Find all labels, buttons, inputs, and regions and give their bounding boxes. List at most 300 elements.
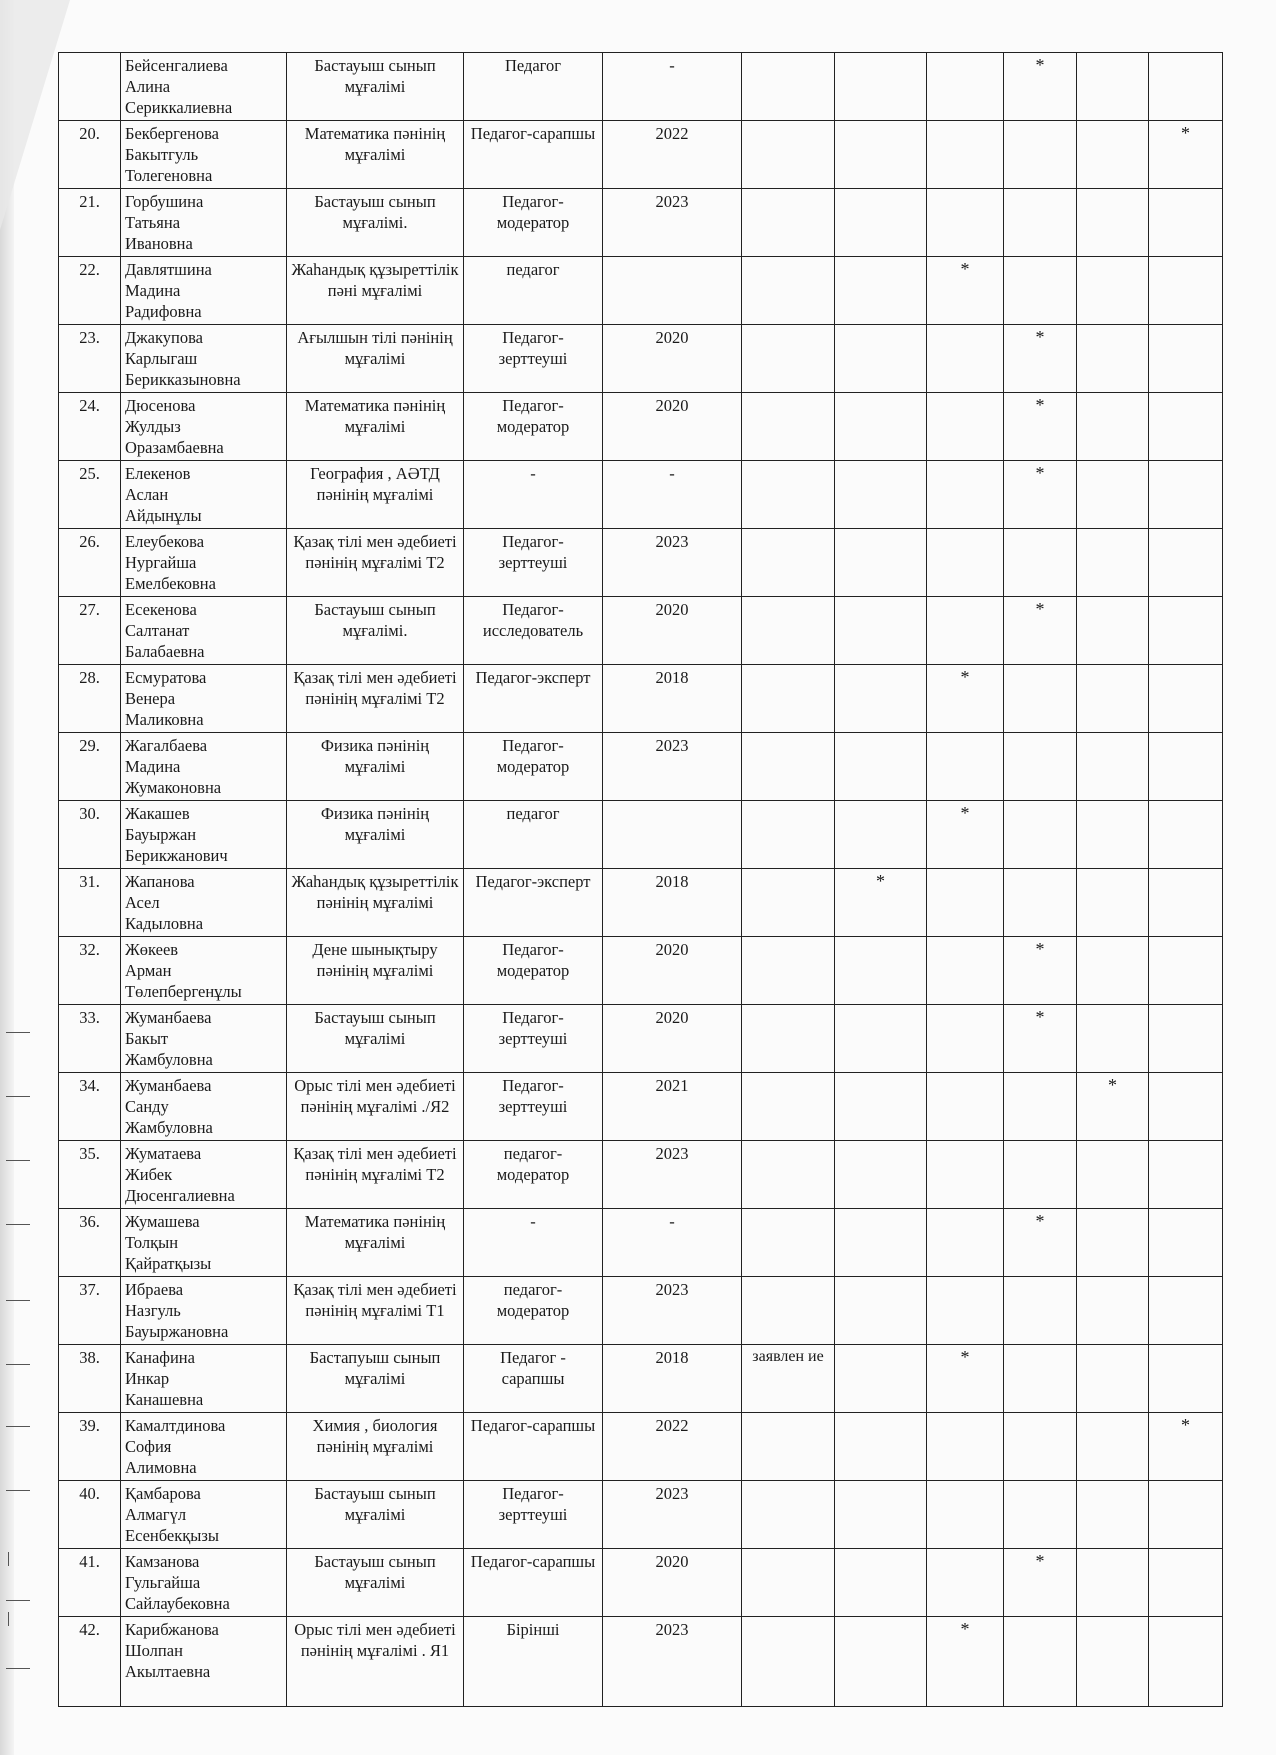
subject: Орыс тілі мен әдебиеті пәнінің мұғалімі ./Я2 [287, 1073, 464, 1141]
subject: Қазақ тілі мен әдебиеті пәнінің мұғалімі Т2 [287, 665, 464, 733]
mark-cell-4 [1077, 869, 1149, 937]
margin-mark [6, 1600, 30, 1601]
category: Педагог-зерттеуші [464, 1073, 603, 1141]
category-year: 2023 [603, 733, 742, 801]
mark-cell-1 [835, 937, 927, 1005]
note-cell [742, 1209, 835, 1277]
mark-cell-4 [1077, 1005, 1149, 1073]
category: Педагог-эксперт [464, 665, 603, 733]
table-row [59, 189, 1223, 257]
teacher-name [121, 1277, 287, 1345]
subject: Физика пәнінің мұғалімі [287, 801, 464, 869]
name-line: Алмагүл [125, 1505, 187, 1524]
mark-cell-2: * [927, 665, 1004, 733]
mark-cell-2 [927, 529, 1004, 597]
mark-cell-1 [835, 1141, 927, 1209]
mark-cell-5 [1149, 665, 1223, 733]
mark-cell-3: * [1004, 937, 1077, 1005]
category-year [603, 801, 742, 869]
teacher-name [121, 937, 287, 1005]
table-row [59, 665, 1223, 733]
mark-cell-4 [1077, 801, 1149, 869]
row-number: 28. [59, 665, 121, 733]
name-line: Канашевна [125, 1390, 204, 1409]
table-row [59, 869, 1223, 937]
mark-cell-5: * [1149, 1413, 1223, 1481]
table-row [59, 1413, 1223, 1481]
mark-cell-1 [835, 461, 927, 529]
mark-cell-1 [835, 1073, 927, 1141]
mark-cell-5 [1149, 937, 1223, 1005]
row-number: 32. [59, 937, 121, 1005]
name-line: Алина [125, 77, 171, 96]
mark-cell-4 [1077, 1277, 1149, 1345]
mark-cell-5 [1149, 1209, 1223, 1277]
mark-cell-5 [1149, 801, 1223, 869]
subject: Ағылшын тілі пәнінің мұғалімі [287, 325, 464, 393]
teacher-name [121, 121, 287, 189]
row-number: 33. [59, 1005, 121, 1073]
name-line: Есмуратова [125, 668, 207, 687]
name-line: Дюсенгалиевна [125, 1186, 235, 1205]
table-row [59, 1481, 1223, 1549]
row-number: 29. [59, 733, 121, 801]
name-line: Ибраева [125, 1280, 184, 1299]
margin-mark [8, 1552, 9, 1566]
mark-cell-1 [835, 121, 927, 189]
mark-cell-4 [1077, 665, 1149, 733]
note-cell [742, 733, 835, 801]
category: Педагог-сарапшы [464, 1413, 603, 1481]
mark-cell-4 [1077, 393, 1149, 461]
name-line: Акылтаевна [125, 1662, 211, 1681]
name-line: Венера [125, 689, 176, 708]
mark-cell-3: * [1004, 53, 1077, 121]
category-year: 2023 [603, 189, 742, 257]
name-line: Бакытгуль [125, 145, 199, 164]
name-line: Шолпан [125, 1641, 183, 1660]
mark-cell-3 [1004, 529, 1077, 597]
teacher-name [121, 733, 287, 801]
mark-cell-4 [1077, 1345, 1149, 1413]
subject: Жаһандық құзыреттілік пәнінің мұғалімі [287, 869, 464, 937]
subject: Математика пәнінің мұғалімі [287, 393, 464, 461]
category: педагог-модератор [464, 1141, 603, 1209]
name-line: Нургайша [125, 553, 197, 572]
mark-cell-2: * [927, 257, 1004, 325]
mark-cell-2 [927, 1005, 1004, 1073]
margin-mark [6, 1668, 30, 1669]
category-year: 2018 [603, 665, 742, 733]
mark-cell-4 [1077, 733, 1149, 801]
category-year: 2023 [603, 529, 742, 597]
category: - [464, 1209, 603, 1277]
name-line: Жумаконовна [125, 778, 222, 797]
subject: Бастауыш сынып мұғалімі [287, 1005, 464, 1073]
name-line: Асел [125, 893, 160, 912]
teacher-name [121, 869, 287, 937]
category-year: 2020 [603, 1549, 742, 1617]
mark-cell-4 [1077, 1617, 1149, 1707]
name-line: Қамбарова [125, 1484, 201, 1503]
mark-cell-1 [835, 1617, 927, 1707]
category: Педагог-сарапшы [464, 1549, 603, 1617]
row-number: 22. [59, 257, 121, 325]
mark-cell-1 [835, 597, 927, 665]
category: педагог-модератор [464, 1277, 603, 1345]
subject: Бастауыш сынып мұғалімі [287, 1481, 464, 1549]
mark-cell-3 [1004, 1141, 1077, 1209]
name-line: Жуманбаева [125, 1076, 212, 1095]
name-line: Берикжанович [125, 846, 228, 865]
category-year: 2021 [603, 1073, 742, 1141]
teacher-name [121, 1209, 287, 1277]
category: Педагог-зерттеуші [464, 1481, 603, 1549]
category-year: 2020 [603, 597, 742, 665]
category-year: 2023 [603, 1277, 742, 1345]
mark-cell-3 [1004, 1413, 1077, 1481]
mark-cell-5 [1149, 869, 1223, 937]
subject: Бастауыш сынып мұғалімі [287, 1549, 464, 1617]
row-number: 42. [59, 1617, 121, 1707]
table-row [59, 1005, 1223, 1073]
mark-cell-2 [927, 53, 1004, 121]
margin-mark [6, 1224, 30, 1225]
name-line: Бейсенгалиева [125, 56, 228, 75]
category-year: 2022 [603, 1413, 742, 1481]
name-line: Гульгайша [125, 1573, 201, 1592]
table-row [59, 597, 1223, 665]
table-row [59, 121, 1223, 189]
category-year: 2018 [603, 869, 742, 937]
table-row [59, 257, 1223, 325]
margin-mark [6, 1364, 30, 1365]
mark-cell-3 [1004, 1617, 1077, 1707]
mark-cell-2 [927, 937, 1004, 1005]
name-line: Карибжанова [125, 1620, 219, 1639]
note-cell [742, 937, 835, 1005]
note-cell [742, 1481, 835, 1549]
mark-cell-4 [1077, 1549, 1149, 1617]
teacher-name [121, 1413, 287, 1481]
category-year: 2020 [603, 937, 742, 1005]
mark-cell-5 [1149, 189, 1223, 257]
mark-cell-1 [835, 1345, 927, 1413]
table-row [59, 1073, 1223, 1141]
name-line: Бауыржановна [125, 1322, 229, 1341]
subject: Қазақ тілі мен әдебиеті пәнінің мұғалімі Т2 [287, 1141, 464, 1209]
mark-cell-3 [1004, 665, 1077, 733]
mark-cell-2 [927, 1481, 1004, 1549]
category-year: 2018 [603, 1345, 742, 1413]
name-line: Жакашев [125, 804, 190, 823]
mark-cell-1 [835, 529, 927, 597]
category: педагог [464, 257, 603, 325]
mark-cell-1 [835, 665, 927, 733]
mark-cell-4 [1077, 53, 1149, 121]
mark-cell-2: * [927, 1617, 1004, 1707]
row-number: 34. [59, 1073, 121, 1141]
name-line: Санду [125, 1097, 169, 1116]
name-line: Салтанат [125, 621, 190, 640]
note-cell [742, 529, 835, 597]
teacher-name [121, 1617, 287, 1707]
teacher-roster-table [58, 52, 1223, 1707]
margin-mark [6, 1032, 30, 1033]
name-line: Канафина [125, 1348, 195, 1367]
note-cell [742, 53, 835, 121]
mark-cell-3: * [1004, 461, 1077, 529]
name-line: Назгуль [125, 1301, 181, 1320]
name-line: София [125, 1437, 172, 1456]
category-year: 2023 [603, 1617, 742, 1707]
name-line: Давлятшина [125, 260, 212, 279]
name-line: Татьяна [125, 213, 181, 232]
note-cell [742, 461, 835, 529]
mark-cell-4: * [1077, 1073, 1149, 1141]
mark-cell-1 [835, 1481, 927, 1549]
mark-cell-2 [927, 597, 1004, 665]
mark-cell-4 [1077, 1481, 1149, 1549]
category-year: 2023 [603, 1141, 742, 1209]
name-line: Есенбекқызы [125, 1526, 219, 1545]
mark-cell-5 [1149, 393, 1223, 461]
mark-cell-2 [927, 121, 1004, 189]
margin-mark [8, 1612, 9, 1626]
category-year [603, 257, 742, 325]
margin-mark [6, 1490, 30, 1491]
category: педагог [464, 801, 603, 869]
row-number: 25. [59, 461, 121, 529]
teacher-name [121, 257, 287, 325]
name-line: Жамбуловна [125, 1050, 213, 1069]
row-number: 30. [59, 801, 121, 869]
table-row [59, 53, 1223, 121]
row-number: 27. [59, 597, 121, 665]
name-line: Жапанова [125, 872, 195, 891]
name-line: Сайлаубековна [125, 1594, 230, 1613]
name-line: Жибек [125, 1165, 173, 1184]
category: Бірінші [464, 1617, 603, 1707]
name-line: Елеубекова [125, 532, 205, 551]
subject: Физика пәнінің мұғалімі [287, 733, 464, 801]
mark-cell-4 [1077, 461, 1149, 529]
mark-cell-2 [927, 869, 1004, 937]
category: Педагог-сарапшы [464, 121, 603, 189]
teacher-name [121, 393, 287, 461]
subject: Математика пәнінің мұғалімі [287, 121, 464, 189]
mark-cell-3 [1004, 189, 1077, 257]
category-year: - [603, 53, 742, 121]
note-cell [742, 869, 835, 937]
name-line: Елекенов [125, 464, 191, 483]
name-line: Оразамбаевна [125, 438, 224, 457]
mark-cell-2 [927, 393, 1004, 461]
mark-cell-5 [1149, 325, 1223, 393]
subject: Қазақ тілі мен әдебиеті пәнінің мұғалімі Т2 [287, 529, 464, 597]
name-line: Джакупова [125, 328, 203, 347]
row-number: 21. [59, 189, 121, 257]
name-line: Кадыловна [125, 914, 204, 933]
subject: Химия , биология пәнінің мұғалімі [287, 1413, 464, 1481]
name-line: Алимовна [125, 1458, 197, 1477]
mark-cell-4 [1077, 1141, 1149, 1209]
margin-mark [6, 1160, 30, 1161]
note-cell [742, 393, 835, 461]
category: Педагог-модератор [464, 733, 603, 801]
table-row [59, 1345, 1223, 1413]
mark-cell-1 [835, 257, 927, 325]
subject: Қазақ тілі мен әдебиеті пәнінің мұғалімі Т1 [287, 1277, 464, 1345]
name-line: Камзанова [125, 1552, 200, 1571]
mark-cell-4 [1077, 529, 1149, 597]
table-row [59, 937, 1223, 1005]
table-row [59, 733, 1223, 801]
category: Педагог-модератор [464, 189, 603, 257]
mark-cell-5 [1149, 1141, 1223, 1209]
name-line: Жулдыз [125, 417, 181, 436]
category-year: 2020 [603, 325, 742, 393]
mark-cell-5 [1149, 733, 1223, 801]
mark-cell-1 [835, 1005, 927, 1073]
mark-cell-4 [1077, 189, 1149, 257]
mark-cell-4 [1077, 121, 1149, 189]
mark-cell-5 [1149, 1345, 1223, 1413]
category: Педагог - сарапшы [464, 1345, 603, 1413]
mark-cell-4 [1077, 597, 1149, 665]
roster-body [59, 53, 1223, 1707]
margin-mark [6, 1426, 30, 1427]
name-line: Радифовна [125, 302, 202, 321]
mark-cell-2 [927, 1141, 1004, 1209]
mark-cell-5 [1149, 529, 1223, 597]
mark-cell-3 [1004, 869, 1077, 937]
subject: Орыс тілі мен әдебиеті пәнінің мұғалімі . Я1 [287, 1617, 464, 1707]
name-line: Бекбергенова [125, 124, 220, 143]
name-line: Арман [125, 961, 172, 980]
row-number: 36. [59, 1209, 121, 1277]
mark-cell-4 [1077, 257, 1149, 325]
mark-cell-4 [1077, 325, 1149, 393]
mark-cell-3 [1004, 733, 1077, 801]
teacher-name [121, 1345, 287, 1413]
mark-cell-1 [835, 801, 927, 869]
mark-cell-4 [1077, 1209, 1149, 1277]
table-row [59, 529, 1223, 597]
category: Педагог-зерттеуші [464, 325, 603, 393]
mark-cell-1 [835, 1413, 927, 1481]
name-line: Жуматаева [125, 1144, 202, 1163]
category: Педагог-исследователь [464, 597, 603, 665]
name-line: Толегеновна [125, 166, 213, 185]
table-row [59, 801, 1223, 869]
mark-cell-2 [927, 325, 1004, 393]
row-number: 23. [59, 325, 121, 393]
mark-cell-2 [927, 733, 1004, 801]
name-line: Сериккалиевна [125, 98, 233, 117]
margin-mark [6, 1096, 30, 1097]
category: Педагог-зерттеуші [464, 529, 603, 597]
name-line: Емелбековна [125, 574, 216, 593]
note-cell [742, 1073, 835, 1141]
mark-cell-3: * [1004, 1209, 1077, 1277]
category-year: - [603, 1209, 742, 1277]
mark-cell-5 [1149, 461, 1223, 529]
category: Педагог [464, 53, 603, 121]
note-cell: заявлен ие [742, 1345, 835, 1413]
mark-cell-2: * [927, 801, 1004, 869]
mark-cell-2 [927, 1277, 1004, 1345]
row-number: 26. [59, 529, 121, 597]
mark-cell-2 [927, 189, 1004, 257]
note-cell [742, 1617, 835, 1707]
category-year: 2020 [603, 1005, 742, 1073]
note-cell [742, 597, 835, 665]
mark-cell-5 [1149, 1073, 1223, 1141]
subject: География , АӘТД пәнінің мұғалімі [287, 461, 464, 529]
teacher-name [121, 53, 287, 121]
mark-cell-2 [927, 1073, 1004, 1141]
mark-cell-1 [835, 325, 927, 393]
row-number: 35. [59, 1141, 121, 1209]
mark-cell-1 [835, 189, 927, 257]
name-line: Аслан [125, 485, 169, 504]
name-line: Жуманбаева [125, 1008, 212, 1027]
teacher-name [121, 665, 287, 733]
row-number: 40. [59, 1481, 121, 1549]
name-line: Қайратқызы [125, 1254, 212, 1273]
name-line: Карлыгаш [125, 349, 198, 368]
mark-cell-3 [1004, 801, 1077, 869]
table-row [59, 393, 1223, 461]
teacher-name [121, 1005, 287, 1073]
table-row [59, 1549, 1223, 1617]
mark-cell-3: * [1004, 597, 1077, 665]
category-year: 2022 [603, 121, 742, 189]
name-line: Ивановна [125, 234, 193, 253]
row-number: 24. [59, 393, 121, 461]
row-number: 38. [59, 1345, 121, 1413]
subject: Бастауыш сынып мұғалімі. [287, 597, 464, 665]
margin-mark [6, 1300, 30, 1301]
name-line: Толқын [125, 1233, 179, 1252]
teacher-name [121, 1073, 287, 1141]
scan-edge-shadow [0, 0, 14, 1755]
mark-cell-1 [835, 393, 927, 461]
mark-cell-3: * [1004, 1005, 1077, 1073]
table-row [59, 461, 1223, 529]
mark-cell-5 [1149, 1481, 1223, 1549]
row-number: 31. [59, 869, 121, 937]
mark-cell-5 [1149, 1277, 1223, 1345]
mark-cell-5 [1149, 597, 1223, 665]
name-line: Жагалбаева [125, 736, 208, 755]
note-cell [742, 1005, 835, 1073]
name-line: Балабаевна [125, 642, 205, 661]
mark-cell-5 [1149, 1005, 1223, 1073]
mark-cell-3 [1004, 1481, 1077, 1549]
table-row [59, 1141, 1223, 1209]
name-line: Маликовна [125, 710, 204, 729]
category-year: 2020 [603, 393, 742, 461]
mark-cell-1 [835, 1209, 927, 1277]
name-line: Есекенова [125, 600, 197, 619]
note-cell [742, 801, 835, 869]
subject: Бастапуыш сынып мұғалімі [287, 1345, 464, 1413]
note-cell [742, 665, 835, 733]
name-line: Берикказыновна [125, 370, 241, 389]
name-line: Бауыржан [125, 825, 197, 844]
